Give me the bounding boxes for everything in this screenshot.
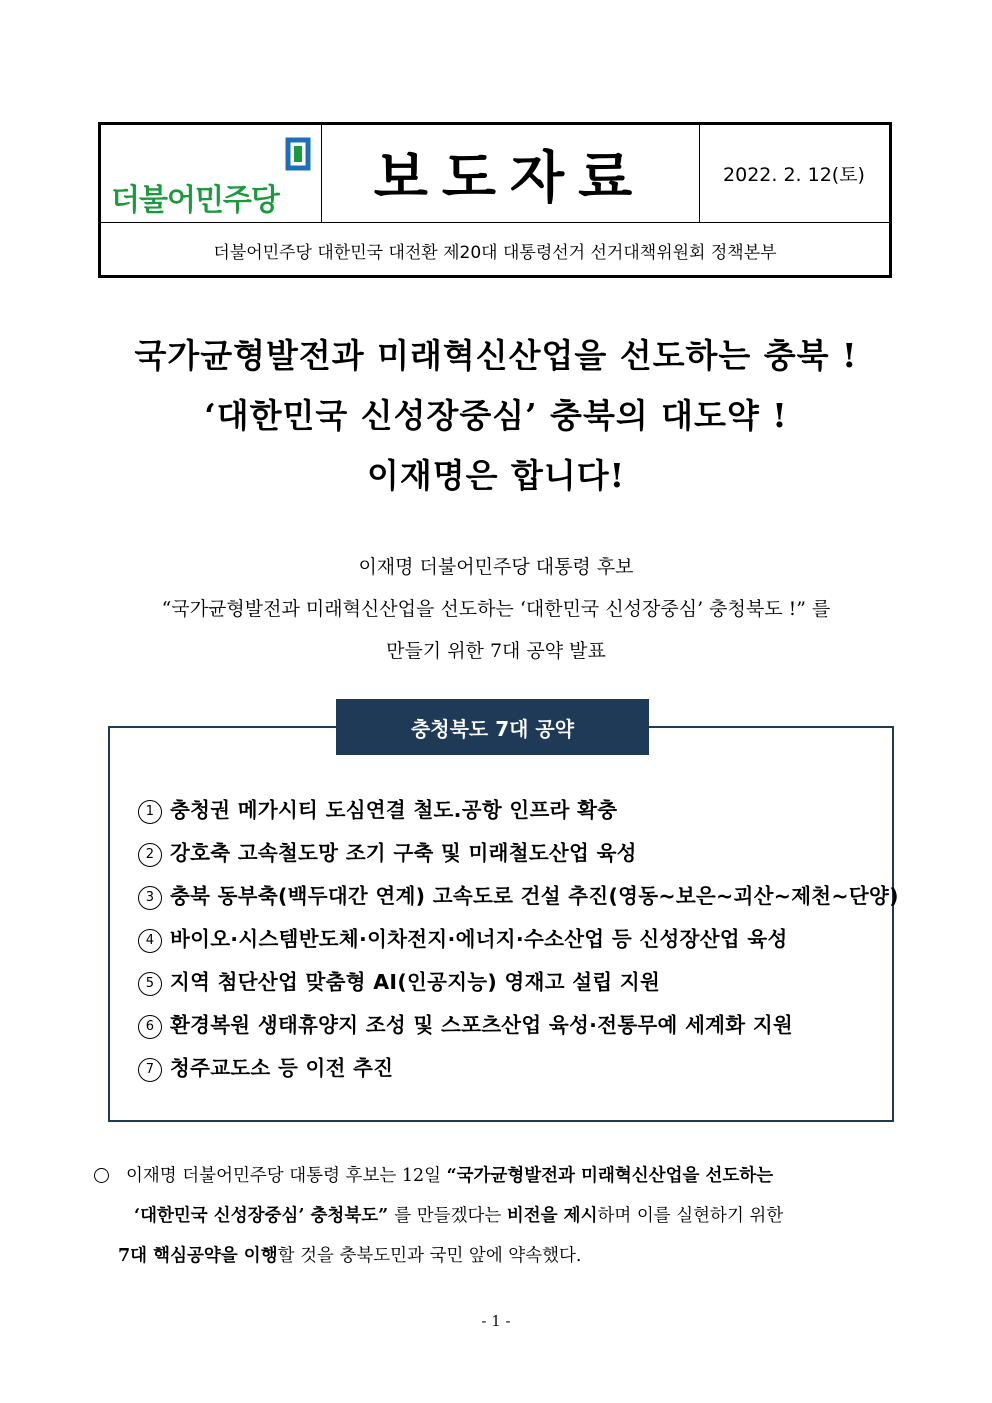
pledge-text: 강호축 고속철도망 조기 구축 및 미래철도산업 육성 [170, 841, 637, 865]
pledge-text: 바이오·시스템반도체·이차전지·에너지·수소산업 등 신성장산업 육성 [170, 927, 788, 951]
body-paragraph-line-3 [118, 1242, 581, 1267]
pledge-number: 2 [138, 843, 162, 867]
party-logo-icon [285, 137, 311, 171]
body-emphasis: 7대 핵심공약을 이행 [118, 1246, 278, 1266]
headline-line-2: ‘대한민국 신성장중심’ 충북의 대도약 ! [204, 396, 788, 435]
body-text: 이재명 더불어민주당 대통령 후보는 12일 [126, 1166, 447, 1186]
pledge-text: 환경복원 생태휴양지 조성 및 스포츠산업 육성·전통무예 세계화 지원 [170, 1013, 794, 1037]
pledge-number: 3 [138, 886, 162, 910]
header-top-row [101, 125, 889, 223]
body-paragraph-line-1 [126, 1162, 773, 1187]
pledge-text: 청주교도소 등 이전 추진 [170, 1056, 394, 1080]
body-text: 할 것을 충북도민과 국민 앞에 약속했다. [277, 1246, 582, 1266]
pledge-text: 충북 동부축(백두대간 연계) 고속도로 건설 추진(영동~보은~괴산~제천~단양) [170, 884, 899, 908]
pledge-text: 충청권 메가시티 도심연결 철도.공항 인프라 확충 [170, 798, 618, 822]
pledge-number: 7 [138, 1058, 162, 1082]
subheadline-line-1: 이재명 더불어민주당 대통령 후보 [358, 556, 634, 578]
pledge-number: 4 [138, 929, 162, 953]
subheadline-line-2: “국가균형발전과 미래혁신산업을 선도하는 ‘대한민국 신성장중심’ 충청북도 !” 를 [161, 598, 831, 620]
release-date: 2022. 2. 12(토) [723, 164, 865, 186]
pledge-number: 6 [138, 1015, 162, 1039]
pledge-box-title: 충청북도 7대 공약 [336, 699, 649, 755]
headline-line-3: 이재명은 합니다! [366, 456, 626, 495]
pledge-item [138, 1051, 393, 1082]
party-logo [101, 125, 322, 222]
pledge-number: 1 [138, 800, 162, 824]
body-emphasis: ‘대한민국 신성장중심’ 충청북도” [134, 1206, 395, 1226]
department-name: 더불어민주당 대한민국 대전환 제20대 대통령선거 선거대책위원회 정책본부 [213, 242, 777, 263]
party-logo-text: 더불어민주당 [111, 183, 279, 218]
press-release-title: 보도자료 [373, 145, 647, 211]
body-text: 를 만들겠다는 [394, 1206, 507, 1226]
body-emphasis: 비전을 제시 [506, 1206, 598, 1226]
pledge-item [138, 922, 788, 953]
paragraph-bullet-icon [94, 1168, 109, 1183]
pledge-number: 5 [138, 972, 162, 996]
press-header [98, 122, 892, 278]
page-number: - 1 - [481, 1312, 511, 1330]
body-text: 하며 이를 실현하기 위한 [597, 1206, 784, 1226]
pledge-item [138, 836, 637, 867]
press-release-title-cell [321, 125, 700, 222]
headline-line-1: 국가균형발전과 미래혁신산업을 선도하는 충북 ! [134, 336, 858, 375]
subheadline-line-3: 만들기 위한 7대 공약 발표 [386, 640, 606, 662]
pledge-text: 지역 첨단산업 맞춤형 AI(인공지능) 영재고 설립 지원 [170, 970, 661, 994]
body-emphasis: “국가균형발전과 미래혁신산업을 선도하는 [446, 1166, 774, 1186]
pledge-item [138, 1008, 793, 1039]
body-paragraph-line-2 [134, 1202, 783, 1227]
pledge-item [138, 793, 617, 824]
release-date-cell [699, 125, 889, 222]
pledge-item [138, 965, 660, 996]
pledge-item [138, 879, 899, 910]
